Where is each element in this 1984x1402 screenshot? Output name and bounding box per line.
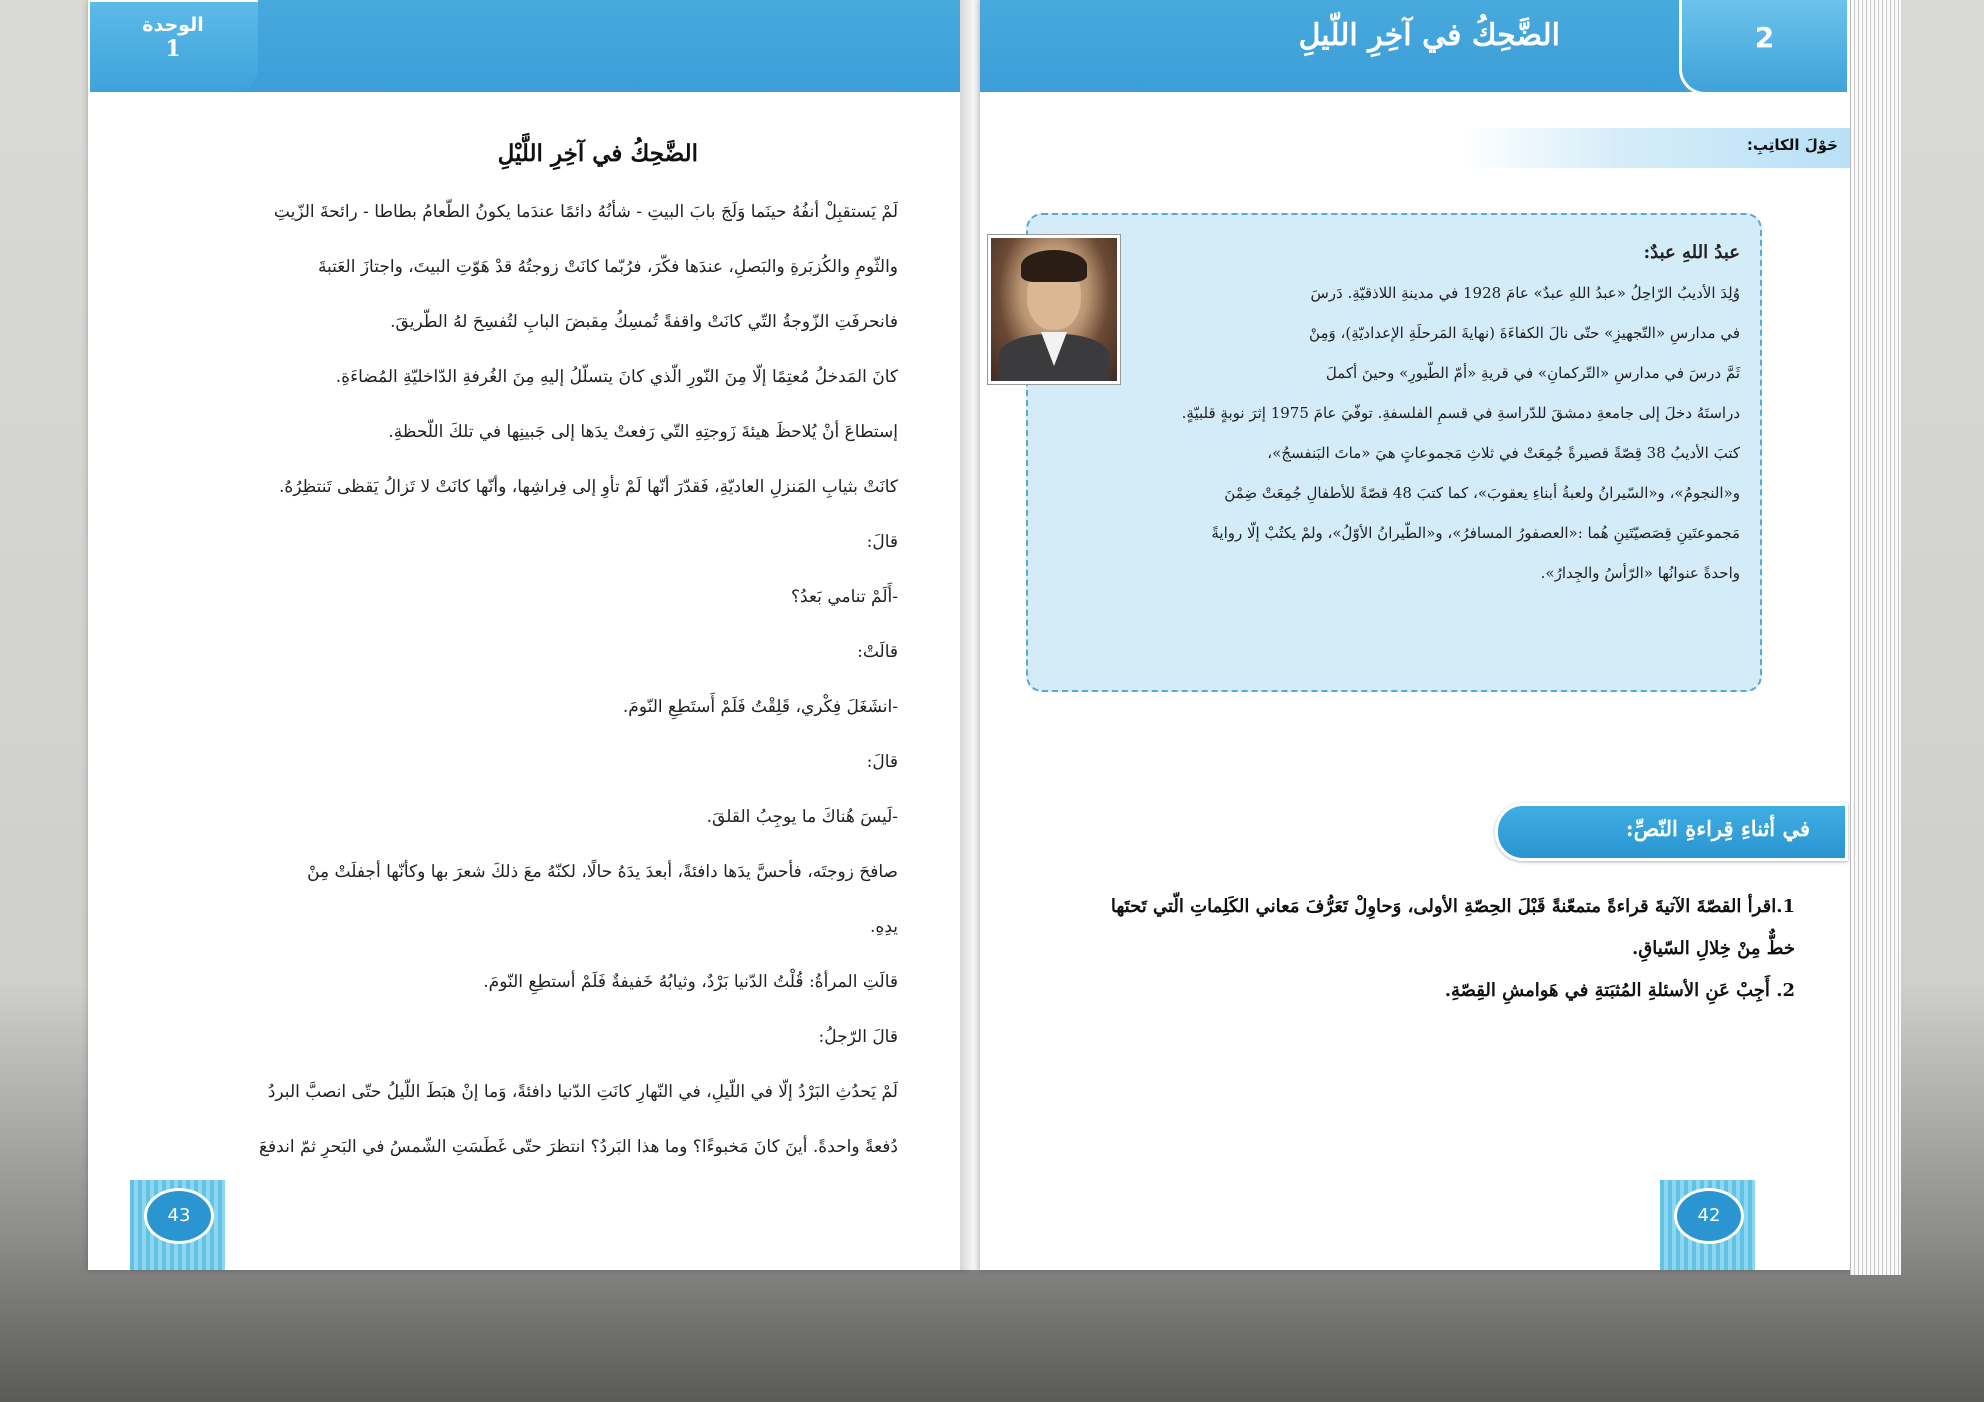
- chapter-title: الضَّحِكُ في آخِرِ اللّيلِ: [1298, 18, 1560, 53]
- left-page-number-tab: [130, 1180, 225, 1270]
- right-page: [980, 0, 1850, 1270]
- left-page-number: 43: [144, 1188, 214, 1244]
- bio-line: في مدارسِ «التّجهيزِ» حتّى نالَ الكفاءَةَ (نهايةَ المَرحلَةِ الإعداديّةِ)، وَمِنْ: [1309, 324, 1740, 342]
- story-line: كانَتْ بثيابِ المَنزلِ العاديّةِ، فَقدّرَ أنّها لَمْ تأوِ إلى فِراشِها، وأنّها كانَتْ لا تَزالُ يَقظى تَنتظِرُهُ.: [278, 477, 898, 497]
- story-line: قالَتِ المرأةُ: قُلْتُ الدّنيا بَرْدٌ، وثيابُهُ خَفيفةٌ فَلَمْ أستطِعِ النّومَ.: [483, 972, 898, 992]
- story-line: إستطاعَ أنْ يُلاحظَ هيئةَ زَوجتِهِ التّي رَفعتْ يدَها إلى جَبينِها في تلكَ اللّحظةِ.: [388, 422, 898, 442]
- story-line: قالَتْ:: [857, 642, 898, 662]
- bio-line: مَجموعتَينِ قِصَصيّتَينِ هُما :«العصفورُ المسافرُ»، و«الطّيرانُ الأوّلُ»، ولمْ يكتُبْ إلّا روايةً: [1211, 524, 1740, 542]
- right-page-number: 42: [1674, 1188, 1744, 1244]
- chapter-number: 2: [1679, 0, 1850, 95]
- unit-tab: [88, 0, 258, 92]
- story-title: الضَّحِكُ في آخِرِ اللَّيْلِ: [497, 140, 698, 167]
- story-line: قالَ:: [866, 752, 898, 772]
- story-line: -انشَغَلَ فِكْري، قَلِقْتُ فَلَمْ أَستَطِعِ النّومَ.: [622, 697, 898, 717]
- story-line: قالَ:: [866, 532, 898, 552]
- bio-line: و«النجومُ»، و«السّيرانُ ولعبةُ أبناءِ يعقوبَ»، كما كتبَ 48 قصّةً للأطفالِ جُمِعَتْ ضِمْنَ: [1224, 484, 1740, 502]
- bio-line: وُلِدَ الأديبُ الرّاحِلُ «عبدُ اللهِ عبدٌ» عامَ 1928 في مدينةِ اللاذقيّةِ. دَرسَ: [1310, 284, 1740, 302]
- story-line: دُفعةً واحدةً. أينَ كانَ مَخبوءًا؟ وما هذا البَردُ؟ انتظرَ حتّى غَطَسَتِ الشّمسُ في البَحرِ ثمّ اندفعَ: [258, 1137, 898, 1157]
- bio-line: ثَمَّ درسَ في مدارسِ «التّركمانِ» في قريةِ «أمّ الطّيورِ» وحينَ أكملَ: [1325, 364, 1740, 382]
- instruction-line: 2. أَجِبْ عَنِ الأسئلةِ المُثبَتةِ في هَوامشِ القِصّةِ.: [1444, 980, 1795, 1001]
- reading-section-label: في أثناءِ قِراءةِ النّصِّ:: [1625, 816, 1810, 841]
- bio-line: دراستَهُ دخلَ إلى جامعةِ دمشقَ للدّراسةِ في قسمِ الفلسفةِ. توفّيَ عامَ 1975 إثرَ نوبةٍ قلبيّةٍ.: [1181, 404, 1740, 422]
- right-page-number-tab: [1660, 1180, 1755, 1270]
- instruction-line: خطٌّ مِنْ خِلالِ السّياقِ.: [1632, 938, 1795, 959]
- author-name: عبدُ اللهِ عبدٌ:: [1643, 242, 1740, 263]
- story-line: لَمْ يَستقبِلْ أنفُهُ حينَما وَلَجَ بابَ البيتِ - شأنُهُ دائمًا عندَما يكونُ الطّعامُ بطاطا - رائحةَ الزّيتِ: [273, 202, 898, 222]
- instruction-line: 1.اقرأ القصّةَ الآتيةَ قراءةً متمعّنةً قَبْلَ الحِصّةِ الأولى، وَحاوِلْ تَعَرُّفَ مَعاني الكَلِماتِ الّتي تَحتَها: [1110, 896, 1795, 917]
- story-line: -أَلَمْ تنامي بَعدُ؟: [791, 587, 898, 607]
- story-line: فانحرفَتِ الزّوجةُ التّي كانَتْ واقفةً تُمسِكُ مِقبضَ البابِ لتُفسِحَ لهُ الطّريقَ.: [390, 312, 898, 332]
- story-body: [98, 185, 898, 1175]
- story-line: والثّومِ والكُزبَرةِ والبَصلِ، عندَها فكّرَ، فرُبّما كانَتْ زوجتُهُ قدْ هَوّتِ البيتَ، واجتازَ العَتبةَ: [317, 257, 898, 277]
- photo-hair: [1021, 250, 1087, 282]
- story-line: لَمْ يَحدُثِ البَرْدُ إلّا في اللّيلِ، في النّهارِ كانَتِ الدّنيا دافئةً، وَما إنْ هبَطَ اللّيلُ حتّى انصبَّ البردُ: [267, 1082, 898, 1102]
- story-line: صافحَ زوجتَه، فأحسَّ يدَها دافئةً، أبعدَ يدَهُ حالًا، لكنّهُ معَ ذلكَ شعرَ بها وكأنّها أجفلَتْ مِنْ: [307, 862, 898, 882]
- story-line: -لَيسَ هُناكَ ما يوجِبُ القلقَ.: [706, 807, 898, 827]
- story-line: قالَ الرّجلُ:: [818, 1027, 898, 1047]
- reading-instructions: [1035, 886, 1795, 1012]
- author-bio-box: [1026, 213, 1762, 692]
- story-line: يدِهِ.: [870, 917, 898, 937]
- left-page: [88, 0, 968, 1270]
- bio-line: واحدةً عنوانُها «الرّأسُ والجِدارُ».: [1540, 564, 1740, 582]
- author-photo: [988, 235, 1120, 384]
- author-bio-text: [1180, 233, 1740, 593]
- bio-line: كتبَ الأديبُ 38 قِصّةً قصيرةً جُمِعَتْ في ثلاثِ مَجموعاتٍ هيَ «ماتَ البَنفسجُ»،: [1267, 444, 1740, 462]
- about-author-label: حَوْلَ الكاتِبِ:: [1746, 136, 1838, 154]
- page-edges: [1850, 0, 1901, 1275]
- story-line: كانَ المَدخلُ مُعتِمًا إلّا مِنَ النّورِ الّذي كانَ يتسلّلُ إليهِ مِنَ الغُرفةِ الدّاخليّةِ المُضاءَةِ.: [335, 367, 898, 387]
- unit-label: الوحدة: [142, 14, 204, 36]
- unit-number: 1: [165, 36, 181, 62]
